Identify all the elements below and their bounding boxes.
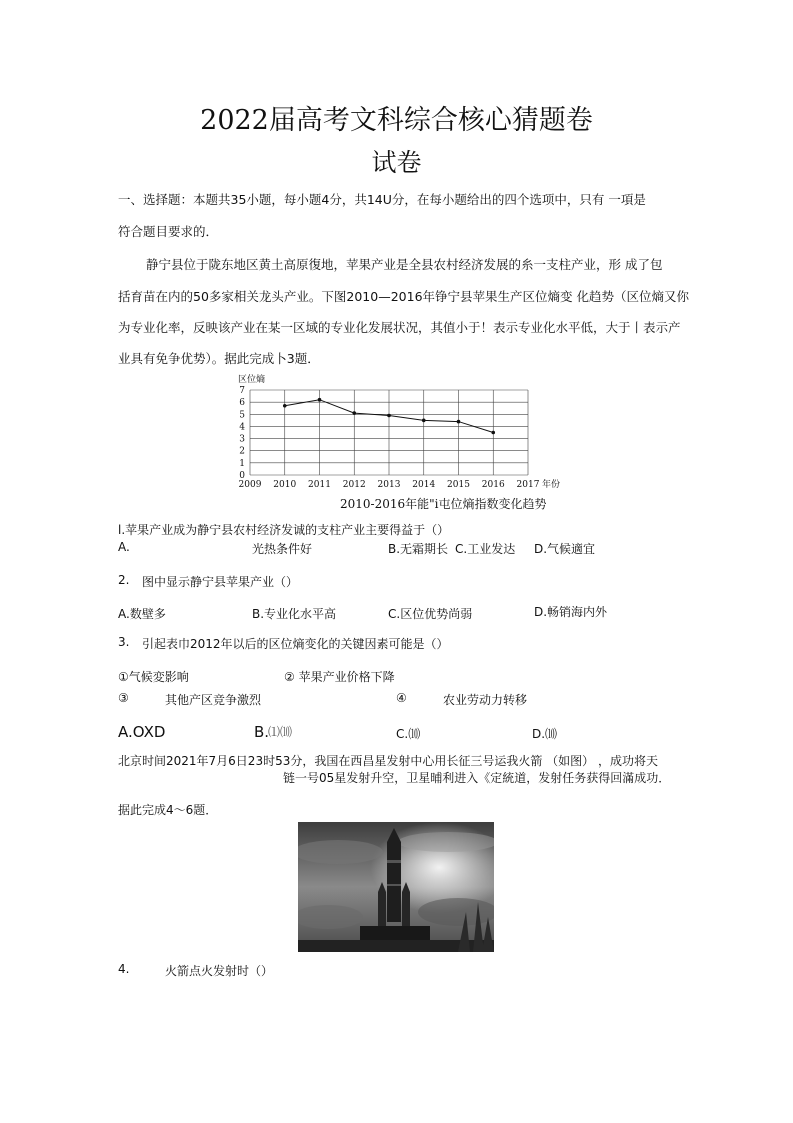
y-tick-label: 2 bbox=[239, 446, 245, 457]
q2-option-c: C.区位优势尚弱 bbox=[388, 607, 473, 621]
y-tick-label: 4 bbox=[239, 422, 245, 433]
q4-number: 4. bbox=[118, 962, 130, 976]
q2-option-b: B.专业化水平高 bbox=[252, 607, 337, 621]
y-axis-label: 区位熵 bbox=[238, 375, 266, 385]
location-quotient-chart bbox=[232, 372, 562, 512]
q3-factor-1: ①气候変影响 bbox=[118, 670, 189, 684]
passage2-line-1: 北京时间2021年7月6日23时53分，我国在西昌星发射中心用长征三号运我火箭 （如图） ，成功将天 bbox=[118, 754, 658, 768]
q3-option-d: D.⑽ bbox=[532, 727, 558, 741]
x-tick-label: 2016 bbox=[481, 480, 505, 490]
passage1-line-4: 业具有免争优势）。据此完成卜3题． bbox=[118, 351, 320, 366]
q2-number: 2. bbox=[118, 573, 130, 587]
rocket-launch-photo bbox=[298, 822, 494, 952]
q4-stem: 火箭点火发射时（） bbox=[165, 964, 274, 978]
data-point bbox=[318, 398, 322, 402]
q3-number: 3. bbox=[118, 635, 130, 649]
q3-factor-4: 农业劳动力转移 bbox=[443, 693, 528, 707]
data-point bbox=[491, 431, 495, 435]
q3-stem: 引起表巾2012年以后的区位熵变化的关键因素可能是（） bbox=[142, 637, 449, 651]
x-axis-label: 年份 bbox=[542, 480, 561, 490]
passage1-line-2: 括育苗在内的50多家相关龙头产业。下图2010—2016年铮宁县苹果生产区位熵变 化趋势（区位熵又你 bbox=[118, 289, 690, 304]
x-tick-label: 2014 bbox=[412, 480, 436, 490]
section-intro-line-2: 符合题目要求的． bbox=[118, 224, 219, 239]
q3-option-b-letter: B. bbox=[254, 723, 270, 741]
page-title: 2022届高考文科综合核心猜题卷 bbox=[200, 105, 593, 136]
y-tick-label: 1 bbox=[239, 458, 245, 469]
q3-option-b: ⑴⑽ bbox=[268, 725, 293, 739]
data-point bbox=[387, 414, 391, 418]
chart-caption: 2010-2016年能"i屯位熵指数变化趋势 bbox=[340, 497, 547, 511]
page-subtitle: 试卷 bbox=[371, 148, 422, 177]
y-tick-label: 0 bbox=[239, 471, 245, 481]
section-intro-line-1: 一、选择题：本题共35小题，每小题4分，共14U分，在每小题给出的四个选项中，只有 一項是 bbox=[118, 192, 646, 207]
data-point bbox=[283, 404, 287, 408]
q1-stem: l.苹果产业成为静宁县农村经济发诚的支柱产业主要得益于（） bbox=[118, 523, 450, 537]
x-tick-label: 2012 bbox=[342, 480, 366, 490]
passage2-line-2: 链一号05星发射升空，卫星晡利进入《定統道，发射任务获得回滿成功． bbox=[283, 771, 671, 785]
q3-option-c: C.⑽ bbox=[396, 727, 421, 741]
x-tick-label: 2009 bbox=[238, 480, 262, 490]
y-tick-label: 5 bbox=[239, 410, 245, 421]
q2-stem: 图中显示静宁县苹果产业（） bbox=[142, 575, 299, 589]
q1-option-a: 光热条件好 bbox=[252, 542, 313, 556]
passage1-line-1: 静宁县位于陇东地区黄土高原復地，苹果产业是全县农村经济发展的糸一支柱产业，形 成了包 bbox=[146, 257, 663, 272]
x-tick-label: 2015 bbox=[447, 480, 470, 490]
q2-option-d: D.畅销海内外 bbox=[534, 605, 608, 619]
q1-option-a-label: A. bbox=[118, 540, 130, 554]
x-tick-label: 2010 bbox=[273, 480, 297, 490]
y-tick-label: 3 bbox=[239, 434, 245, 445]
data-point bbox=[422, 419, 426, 423]
q3-factor-3-num: ③ bbox=[118, 691, 129, 705]
q3-factor-4-num: ④ bbox=[396, 691, 407, 705]
q3-option-a: A.OXD bbox=[118, 723, 166, 741]
q2-option-a: A.数壁多 bbox=[118, 607, 166, 621]
passage1-line-3: 为专业化率，反映该产业在某一区域的专业化发展状况，其值小于！表示专业化水平低，大于丨表示产 bbox=[118, 320, 681, 335]
q3-factor-3: 其他产区竞争激烈 bbox=[165, 693, 262, 707]
passage2-line-3: 据此完成4～6题． bbox=[118, 803, 218, 817]
x-tick-label: 2011 bbox=[308, 480, 331, 490]
y-tick-label: 7 bbox=[239, 386, 245, 396]
data-point bbox=[457, 420, 461, 424]
q1-option-d: D.气候適宜 bbox=[534, 542, 596, 556]
y-tick-label: 6 bbox=[239, 398, 245, 409]
q3-factor-2: ② 苹果产业价格下降 bbox=[284, 670, 395, 684]
data-point bbox=[352, 411, 356, 415]
x-tick-label: 2017 bbox=[516, 480, 540, 490]
x-tick-label: 2013 bbox=[377, 480, 401, 490]
q1-option-b: B.无霜期长 bbox=[388, 542, 449, 556]
q1-option-c: C.工业发达 bbox=[455, 542, 516, 556]
